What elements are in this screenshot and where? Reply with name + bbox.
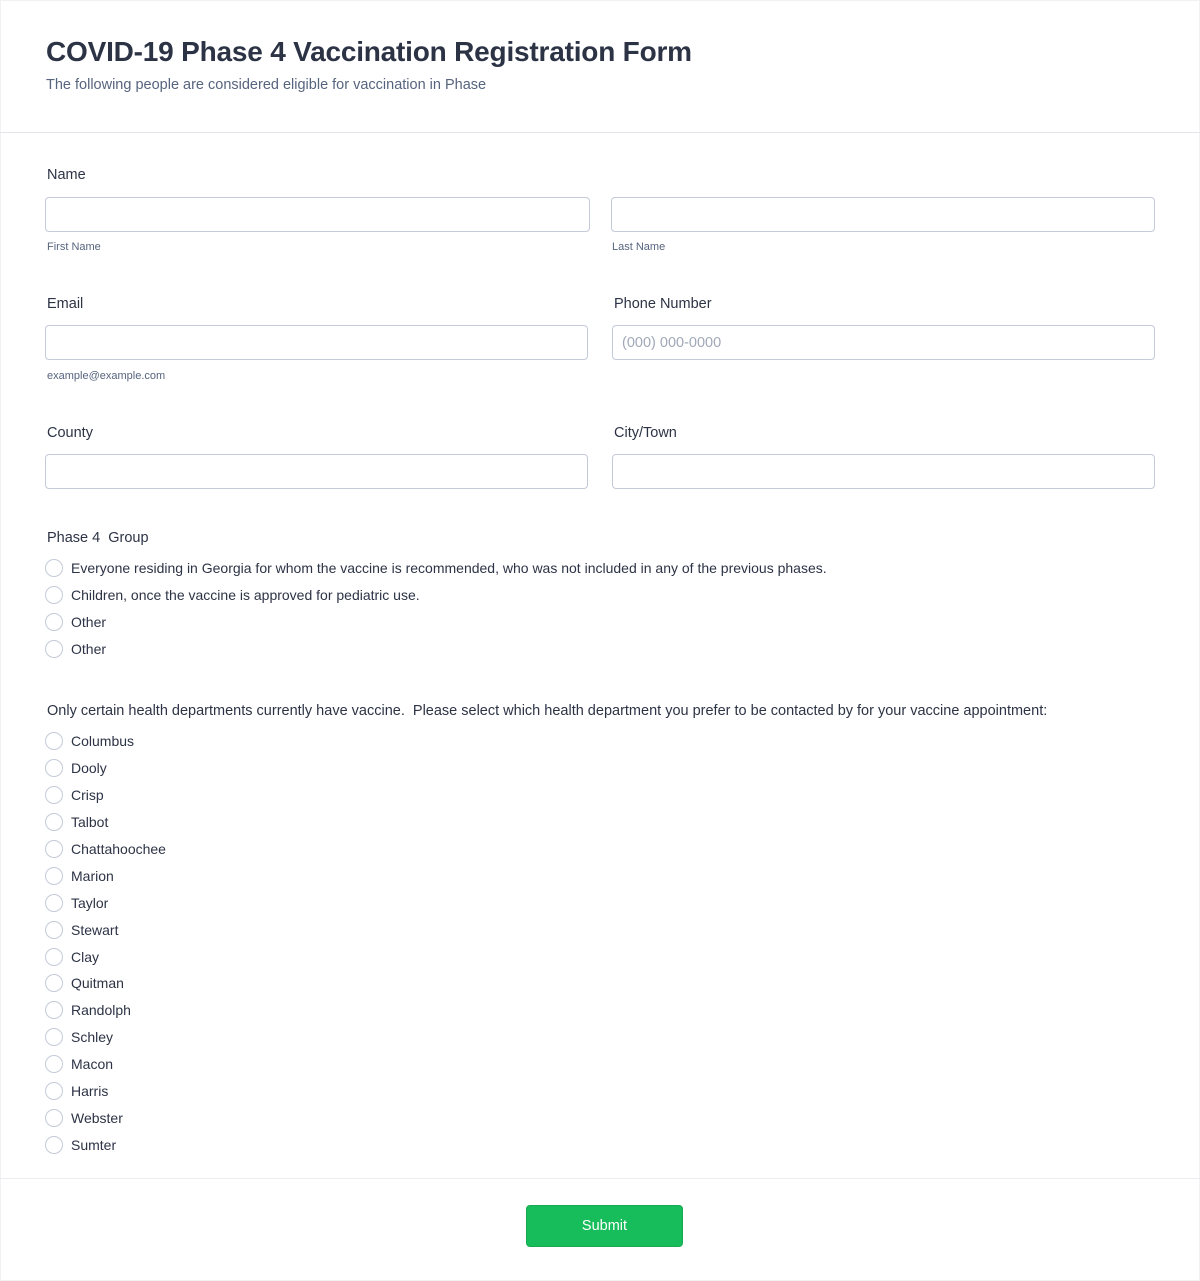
page-subtitle: The following people are considered eligible for vaccination in Phase xyxy=(46,77,487,93)
phone-label: Phone Number xyxy=(614,296,712,312)
radio-button-icon[interactable] xyxy=(45,786,63,804)
radio-button-icon[interactable] xyxy=(45,732,63,750)
name-label: Name xyxy=(47,167,86,183)
footer-divider xyxy=(0,1178,1200,1179)
radio-button-icon[interactable] xyxy=(45,948,63,966)
radio-button-icon[interactable] xyxy=(45,1001,63,1019)
health-department-option[interactable]: Dooly xyxy=(45,755,166,782)
health-department-option[interactable]: Schley xyxy=(45,1024,166,1051)
radio-button-icon[interactable] xyxy=(45,1028,63,1046)
health-department-option[interactable]: Quitman xyxy=(45,970,166,997)
last-name-input[interactable] xyxy=(611,197,1155,232)
health-department-option[interactable]: Talbot xyxy=(45,809,166,836)
phase-group-options xyxy=(45,555,827,663)
health-department-option[interactable]: Clay xyxy=(45,943,166,970)
radio-button-icon[interactable] xyxy=(45,1136,63,1154)
phase-group-option[interactable]: Everyone residing in Georgia for whom the vaccine is recommended, who was not included in any of the previous phases. xyxy=(45,555,827,582)
radio-button-icon[interactable] xyxy=(45,867,63,885)
phase-group-option[interactable]: Other xyxy=(45,636,827,663)
radio-button-icon[interactable] xyxy=(45,1109,63,1127)
radio-button-icon[interactable] xyxy=(45,559,63,577)
submit-button[interactable]: Submit xyxy=(526,1205,683,1247)
city-label: City/Town xyxy=(614,425,677,441)
radio-button-icon[interactable] xyxy=(45,813,63,831)
radio-button-icon[interactable] xyxy=(45,894,63,912)
last-name-sublabel: Last Name xyxy=(612,241,666,253)
form-header xyxy=(0,0,1200,133)
radio-button-icon[interactable] xyxy=(45,613,63,631)
radio-button-icon[interactable] xyxy=(45,1082,63,1100)
health-department-option[interactable]: Stewart xyxy=(45,916,166,943)
phase-group-option[interactable]: Other xyxy=(45,609,827,636)
email-input[interactable] xyxy=(45,325,588,360)
phase-group-label: Phase 4 Group xyxy=(47,530,149,546)
radio-button-icon[interactable] xyxy=(45,759,63,777)
radio-button-icon[interactable] xyxy=(45,840,63,858)
city-input[interactable] xyxy=(612,454,1155,489)
email-sublabel: example@example.com xyxy=(47,370,166,382)
county-input[interactable] xyxy=(45,454,588,489)
health-department-option[interactable]: Taylor xyxy=(45,889,166,916)
health-department-options xyxy=(45,728,166,1158)
radio-button-icon[interactable] xyxy=(45,640,63,658)
phone-input[interactable] xyxy=(612,325,1155,360)
radio-button-icon[interactable] xyxy=(45,586,63,604)
health-department-option[interactable]: Randolph xyxy=(45,997,166,1024)
health-department-option[interactable]: Harris xyxy=(45,1078,166,1105)
email-label: Email xyxy=(47,296,84,312)
health-department-option[interactable]: Chattahoochee xyxy=(45,836,166,863)
first-name-sublabel: First Name xyxy=(47,241,101,253)
phase-group-option[interactable]: Children, once the vaccine is approved for pediatric use. xyxy=(45,582,827,609)
health-department-option[interactable]: Marion xyxy=(45,862,166,889)
health-department-option[interactable]: Webster xyxy=(45,1104,166,1131)
health-department-option[interactable]: Columbus xyxy=(45,728,166,755)
health-department-option[interactable]: Macon xyxy=(45,1051,166,1078)
radio-button-icon[interactable] xyxy=(45,921,63,939)
radio-button-icon[interactable] xyxy=(45,1055,63,1073)
health-department-label: Only certain health departments currently have vaccine. Please select which health department you prefer to be contacted by for your vaccine appointment: xyxy=(47,703,1048,719)
first-name-input[interactable] xyxy=(45,197,590,232)
health-department-option[interactable]: Crisp xyxy=(45,782,166,809)
page-title: COVID-19 Phase 4 Vaccination Registration Form xyxy=(46,36,692,67)
radio-button-icon[interactable] xyxy=(45,974,63,992)
county-label: County xyxy=(47,425,93,441)
health-department-option[interactable]: Sumter xyxy=(45,1131,166,1158)
